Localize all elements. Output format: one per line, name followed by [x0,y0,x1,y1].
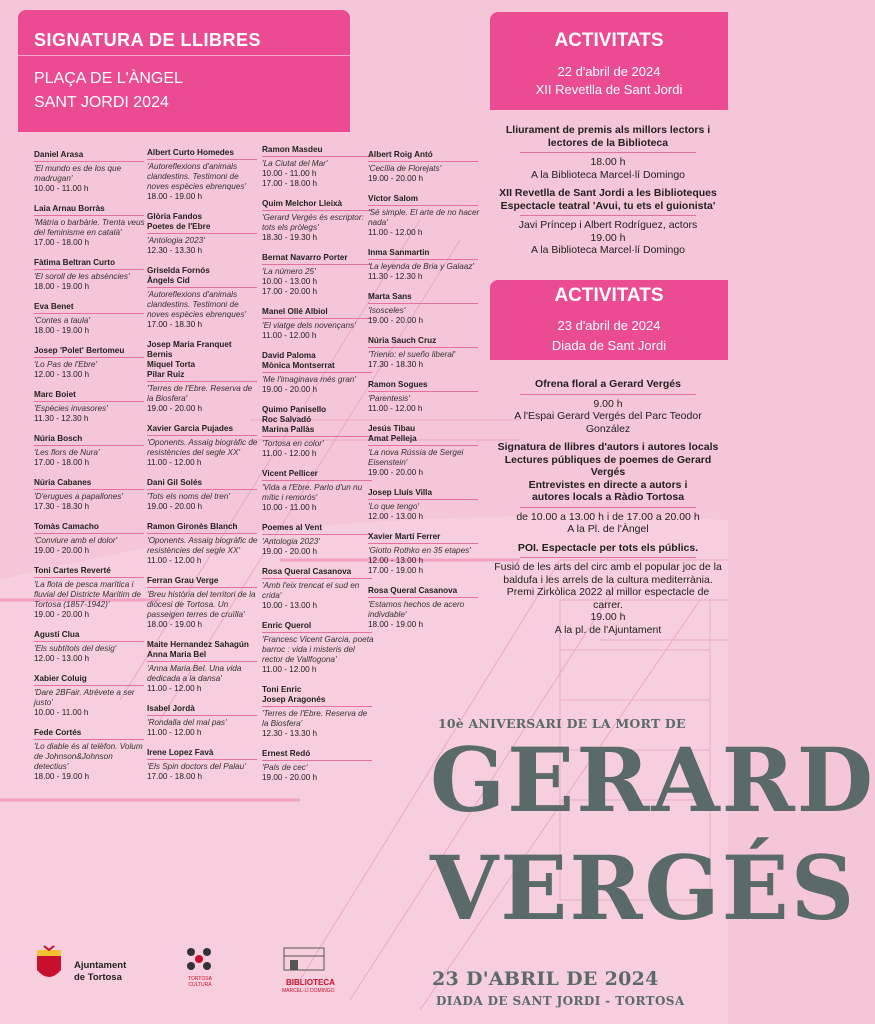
author-name: Quim Melchor Lleixà [262,199,372,211]
author-name: David Paloma Mònica Montserrat [262,351,372,373]
book-title: 'D'erugues a papallones' [34,492,123,501]
activity-divider [520,394,696,395]
author-name: Fàtima Beltran Curto [34,258,144,270]
tortosa-shield-icon [34,944,64,984]
author-name: Albert Roig Antó [368,150,478,162]
signing-time: 18.00 - 19.00 h [368,620,424,629]
activity-divider [520,215,696,216]
author-name: Marc Boiet [34,390,144,402]
author-entry [368,194,480,238]
author-entry [262,351,374,395]
footer-date: 23 D'ABRIL DE 2024 [432,968,659,990]
author-entry [147,704,259,738]
signing-column-3 [262,145,374,793]
book-title: 'La Ciutat del Mar' [262,159,328,168]
book-title: 'Autoreflexions d'animals clandestins. Testimoni de noves espècies ebrenques' [147,290,246,319]
signing-time: 19.00 - 20.00 h [262,773,318,782]
signing-time: 19.00 - 20.00 h [368,316,424,325]
book-title: 'Contes a taula' [34,316,90,325]
activity-divider [520,557,696,558]
signing-time: 12.00 - 13.00 h 17.00 - 19.00 h [368,556,424,575]
signing-time: 18.00 - 19.00 h [147,620,203,629]
author-name: Enric Querol [262,621,372,633]
signing-time: 11.00 - 12.00 h [147,458,202,467]
signing-time: 12.00 - 13.00 h [368,512,424,521]
author-name: Xabier Coluig [34,674,144,686]
signing-time: 18.00 - 19.00 h [34,772,90,781]
signing-column-2 [147,148,259,792]
author-name: Quimo Panisello Roc Salvadó Marina Pallàs [262,405,372,437]
author-entry [147,148,259,202]
author-entry [262,685,374,739]
author-entry [368,532,480,576]
author-name: Josep 'Polet' Bertomeu [34,346,144,358]
activity-detail: 19.00 h [590,231,626,244]
author-name: Xavier Martí Ferrer [368,532,478,544]
book-title: 'Antologia 2023' [262,537,320,546]
author-entry [262,307,374,341]
cultura-emblem-icon [182,944,216,974]
author-entry [147,340,259,414]
author-name: Ernest Redó [262,749,372,761]
author-entry [147,424,259,468]
author-name: Inma Sanmartin [368,248,478,260]
author-name: Josep Maria Franquet Bernis Miquel Torta Pilar Ruiz [147,340,257,382]
spacer [492,257,724,263]
book-title: 'Rondalla del mal pas' [147,718,227,727]
book-title: 'El mundo es de los que madrugan' [34,164,122,183]
book-title: 'Lo diable és al telèfon. Volum de Johnson&Johnson detectius' [34,742,143,771]
author-name: Manel Ollé Albiol [262,307,372,319]
activity-detail: de 10.00 a 13.00 h i de 17.00 a 20.00 h [516,510,700,523]
activity-detail: A la Biblioteca Marcel·lí Domingo [530,168,686,181]
book-title: 'Vida a l'Ebre. Parlo d'un nu mític i remorós' [262,483,363,502]
signing-time: 11.00 - 12.00 h [262,331,317,340]
signing-time: 11.00 - 12.00 h [368,404,423,413]
ajuntament-logo [34,944,64,989]
book-title: 'Espècies invasores' [34,404,108,413]
author-entry [262,145,374,189]
signing-time: 11.00 - 12.00 h [262,449,317,458]
signing-time: 17.30 - 18.30 h [34,502,90,511]
signing-time: 11.30 - 12.30 h [368,272,423,281]
signing-time: 19.00 - 20.00 h [147,502,203,511]
author-entry [34,728,146,782]
book-title: 'La leyenda de Bria y Galaaz' [368,262,474,271]
signing-time: 17.00 - 18.00 h [34,458,90,467]
book-title: 'Tots els noms del tren' [147,492,230,501]
book-title: 'Amb l'eix trencat el sud en crida' [262,581,360,600]
author-name: Toni Enric Josep Aragonés [262,685,372,707]
book-title: 'Estamos hechos de acero indivdable' [368,600,465,619]
author-name: Daniel Arasa [34,150,144,162]
book-title: 'Dare 2BFair. Atrévete a ser justo' [34,688,135,707]
author-entry [368,380,480,414]
author-name: Josep Lluís Villa [368,488,478,500]
book-title: 'Terres de l'Ebre. Reserva de la Biosfera' [262,709,368,728]
author-entry [34,566,146,620]
author-entry [147,522,259,566]
book-title: 'Els subtítols del desig' [34,644,117,653]
book-title: 'Les flors de Nura' [34,448,100,457]
signing-time: 19.00 - 20.00 h [368,174,424,183]
book-title: 'Tortosa en color' [262,439,324,448]
author-name: Agustí Clua [34,630,144,642]
author-name: Núria Cabanes [34,478,144,490]
author-entry [34,390,146,424]
author-entry [34,204,146,248]
book-title: 'Trienio: el sueño liberal' [368,350,456,359]
author-entry [262,523,374,557]
author-name: Ferran Grau Verge [147,576,257,588]
author-entry [147,478,259,512]
author-name: Laia Arnau Borràs [34,204,144,216]
book-title: 'Sé simple. El arte de no hacer nada' [368,208,480,227]
signing-time: 18.00 - 19.00 h [34,282,90,291]
activitats-23-title: ACTIVITATS [554,285,664,306]
book-title: 'Lo Pas de l'Ebre' [34,360,97,369]
author-entry [368,586,480,630]
book-title: 'El viatge dels novençans' [262,321,356,330]
author-entry [34,346,146,380]
author-entry [368,292,480,326]
signing-time: 11.00 - 12.00 h [147,684,202,693]
book-title: 'Màtria o barbàrie. Trenta veus del feminisme en català' [34,218,145,237]
signing-time: 12.00 - 13.00 h [34,370,90,379]
signing-time: 10.00 - 13.00 h [262,601,318,610]
signing-time: 18.00 - 19.00 h [147,192,203,201]
book-title: 'Terres de l'Ebre. Reserva de la Biosfera' [147,384,253,403]
activitats-23-list [492,378,724,642]
book-title: 'La nova Rússia de Sergei Eisenstein' [368,448,464,467]
author-name: Fede Cortés [34,728,144,740]
activitats-22-date: 22 d'abril de 2024 [557,64,661,79]
author-entry [262,405,374,459]
author-name: Víctor Salom [368,194,478,206]
author-entry [262,469,374,513]
signing-time: 19.00 - 20.00 h [262,385,318,394]
author-name: Irene Lopez Favà [147,748,257,760]
signing-time: 11.00 - 12.00 h [368,228,423,237]
book-title: 'Parentesis' [368,394,410,403]
book-title: 'Anna Maria Bel. Una vida dedicada a la dansa' [147,664,242,683]
signatura-title: SIGNATURA DE LLIBRES [34,30,262,50]
book-title: 'Cecília de Florejats' [368,164,442,173]
book-title: 'Antologia 2023' [147,236,205,245]
author-entry [147,212,259,256]
activity-detail: A la pl. de l'Ajuntament [554,623,662,636]
author-entry [147,748,259,782]
author-name: Toni Cartes Reverté [34,566,144,578]
author-entry [262,567,374,611]
biblioteca-sublabel: MARCEL·LÍ DOMINGO [282,988,335,994]
signing-time: 12.30 - 13.30 h [262,729,318,738]
biblioteca-label: BIBLIOTECA [286,978,335,987]
activity-title: Lliurament de premis als millors lectors i lectores de la Biblioteca [505,124,711,149]
activitats-23-date: 23 d'abril de 2024 [557,318,661,333]
signing-time: 17.00 - 18.30 h [147,320,203,329]
author-name: Marta Sans [368,292,478,304]
activity-divider [520,507,696,508]
book-title: 'Autoreflexions d'animals clandestins. Testimoni de noves espècies ebrenques' [147,162,246,191]
author-entry [262,621,374,675]
author-entry [147,576,259,630]
footer-diada: DIADA DE SANT JORDI - TORTOSA [436,994,685,1008]
book-title: 'Pals de cec' [262,763,308,772]
author-name: Eva Benet [34,302,144,314]
author-entry [34,630,146,664]
author-entry [34,522,146,556]
book-title: 'Gerard Vergés és escriptor: tots els pròlegs' [262,213,364,232]
author-name: Dani Gil Solés [147,478,257,490]
author-name: Bernat Navarro Porter [262,253,372,265]
book-title: 'Els Spin doctors del Palau' [147,762,246,771]
signing-column-4 [368,150,480,640]
signing-time: 11.30 - 12.30 h [34,414,89,423]
library-building-icon [282,944,328,974]
gerard-title: GERARD [430,728,875,832]
signing-time: 19.00 - 20.00 h [34,610,90,619]
author-entry [34,258,146,292]
author-name: Xavier Garcia Pujades [147,424,257,436]
author-name: Rosa Queral Casanova [262,567,372,579]
book-title: 'Conviure amb el dolor' [34,536,118,545]
activity-detail: Javi Príncep i Albert Rodríguez, actors [518,219,698,231]
book-title: 'La número 25' [262,267,316,276]
ajuntament-label-2: de Tortosa [74,972,122,983]
signing-time: 10.00 - 11.00 h [34,708,89,717]
author-name: Isabel Jordà [147,704,257,716]
anniversary-line: 10è ANIVERSARI DE LA MORT DE [438,716,686,731]
signing-time: 19.00 - 20.00 h [147,404,203,413]
book-title: 'Oponents. Assaig biogràfic de resistències del segle XX' [147,536,258,555]
activity-detail: A la Pl. de l'Àngel [567,523,649,535]
activity-title: Ofrena floral a Gerard Vergés [535,378,681,390]
spacer [492,636,724,642]
author-name: Ramon Masdeu [262,145,372,157]
signing-time: 17.30 - 18.30 h [368,360,424,369]
signing-column-1 [34,150,146,792]
book-title: 'Isosceles' [368,306,406,315]
activitats-22-title: ACTIVITATS [554,30,664,51]
cultura-label: TORTOSA CULTURA [188,976,212,988]
book-title: 'El soroll de les absències' [34,272,130,281]
book-title: 'Francesc Vicent Garcia, poeta barroc : vida i misteris del rector de Vallfogona' [262,635,374,664]
author-name: Poemes al Vent [262,523,372,535]
tortosa-cultura-logo [182,944,216,979]
activity-detail: Fusió de les arts del circ amb el popular joc de la baldufa i les arrels de la cultura mediterrània. Premi Zirkòlica 2022 al millor espectacle de carrer. [494,561,722,611]
author-name: Ramon Gironès Blanch [147,522,257,534]
author-name: Ramon Sogues [368,380,478,392]
activity-detail: 9.00 h [593,397,623,410]
signing-time: 10.00 - 11.00 h 17.00 - 18.00 h [262,169,318,188]
signing-time: 17.00 - 18.00 h [34,238,90,247]
author-entry [262,199,374,243]
signing-time: 18.30 - 19.30 h [262,233,318,242]
signing-time: 17.00 - 18.00 h [147,772,203,781]
activity-detail: 18.00 h [590,156,626,168]
book-title: 'Giotto Rothko en 35 etapes' [368,546,471,555]
author-name: Núria Sauch Cruz [368,336,478,348]
activitats-23-event: Diada de Sant Jordi [551,338,667,353]
book-title: 'La flota de pesca marítica i fluvial del Districte Marítim de Tortosa (1857-1942)' [34,580,141,609]
activitats-22-event: XII Revetlla de Sant Jordi [535,82,683,97]
sant-jordi-subtitle: SANT JORDI 2024 [34,94,169,111]
author-entry [368,336,480,370]
verges-title: VERGÉS [430,836,857,940]
activity-detail: A l'Espai Gerard Vergés del Parc Teodor González [514,410,702,435]
author-entry [34,434,146,468]
book-title: 'Lo que tengo' [368,502,419,511]
signing-time: 11.00 - 12.00 h [262,665,317,674]
signing-time: 12.00 - 13.00 h [34,654,90,663]
activitats-22-list [492,124,724,263]
signing-time: 11.00 - 12.00 h [147,728,202,737]
author-entry [262,253,374,297]
book-title: 'Oponents. Assaig biogràfic de resistències del segle XX' [147,438,258,457]
author-entry [368,424,480,478]
author-entry [147,640,259,694]
activity-title: Signatura de llibres d'autors i autores locals Lectures públiques de poemes de Gerard Vergés Entrevistes en directe a autors i autores locals a Ràdio Tortosa [497,441,719,503]
signing-time: 10.00 - 11.00 h [262,503,317,512]
author-entry [147,266,259,330]
signing-time: 11.00 - 12.00 h [147,556,202,565]
author-entry [34,478,146,512]
signing-time: 10.00 - 11.00 h [34,184,89,193]
author-name: Núria Bosch [34,434,144,446]
signing-time: 18.00 - 19.00 h [34,326,90,335]
ajuntament-label-1: Ajuntament [74,960,127,971]
author-entry [34,674,146,718]
plaça-subtitle: PLAÇA DE L'ÀNGEL [34,70,183,87]
activity-title: POI. Espectacle per tots els públics. [517,541,699,554]
signing-time: 19.00 - 20.00 h [368,468,424,477]
author-name: Rosa Queral Casanova [368,586,478,598]
author-name: Maite Hernandez Sahagún Anna Maria Bel [147,640,257,662]
author-entry [34,302,146,336]
author-entry [368,150,480,184]
author-name: Vicent Pellicer [262,469,372,481]
author-entry [34,150,146,194]
author-entry [368,488,480,522]
author-name: Albert Curto Homedes [147,148,257,160]
signing-time: 19.00 - 20.00 h [34,546,90,555]
activity-title: XII Revetlla de Sant Jordi a les Biblioteques Espectacle teatral 'Avui, tu ets el guionista' [499,187,717,212]
book-title: 'Breu història del territori de la diòcesi de Tortosa. Un passeigen terres de cruïlla' [147,590,256,619]
author-name: Glòria Fandos Poetes de l'Ebre [147,212,257,234]
activity-detail: A la Biblioteca Marcel·lí Domingo [530,244,686,256]
author-name: Tomàs Camacho [34,522,144,534]
author-entry [262,749,374,783]
author-name: Griselda Fornós Àngels Cid [147,266,257,288]
author-name: Jesús Tibau Amat Pelleja [368,424,478,446]
author-entry [368,248,480,282]
signing-time: 10.00 - 13.00 h 17.00 - 20.00 h [262,277,318,296]
signing-time: 12.30 - 13.30 h [147,246,203,255]
activity-divider [520,152,696,153]
signing-time: 19.00 - 20.00 h [262,547,318,556]
biblioteca-logo [282,944,328,979]
book-title: 'Me l'imaginava més gran' [262,375,356,384]
activity-detail: 19.00 h [590,611,626,623]
